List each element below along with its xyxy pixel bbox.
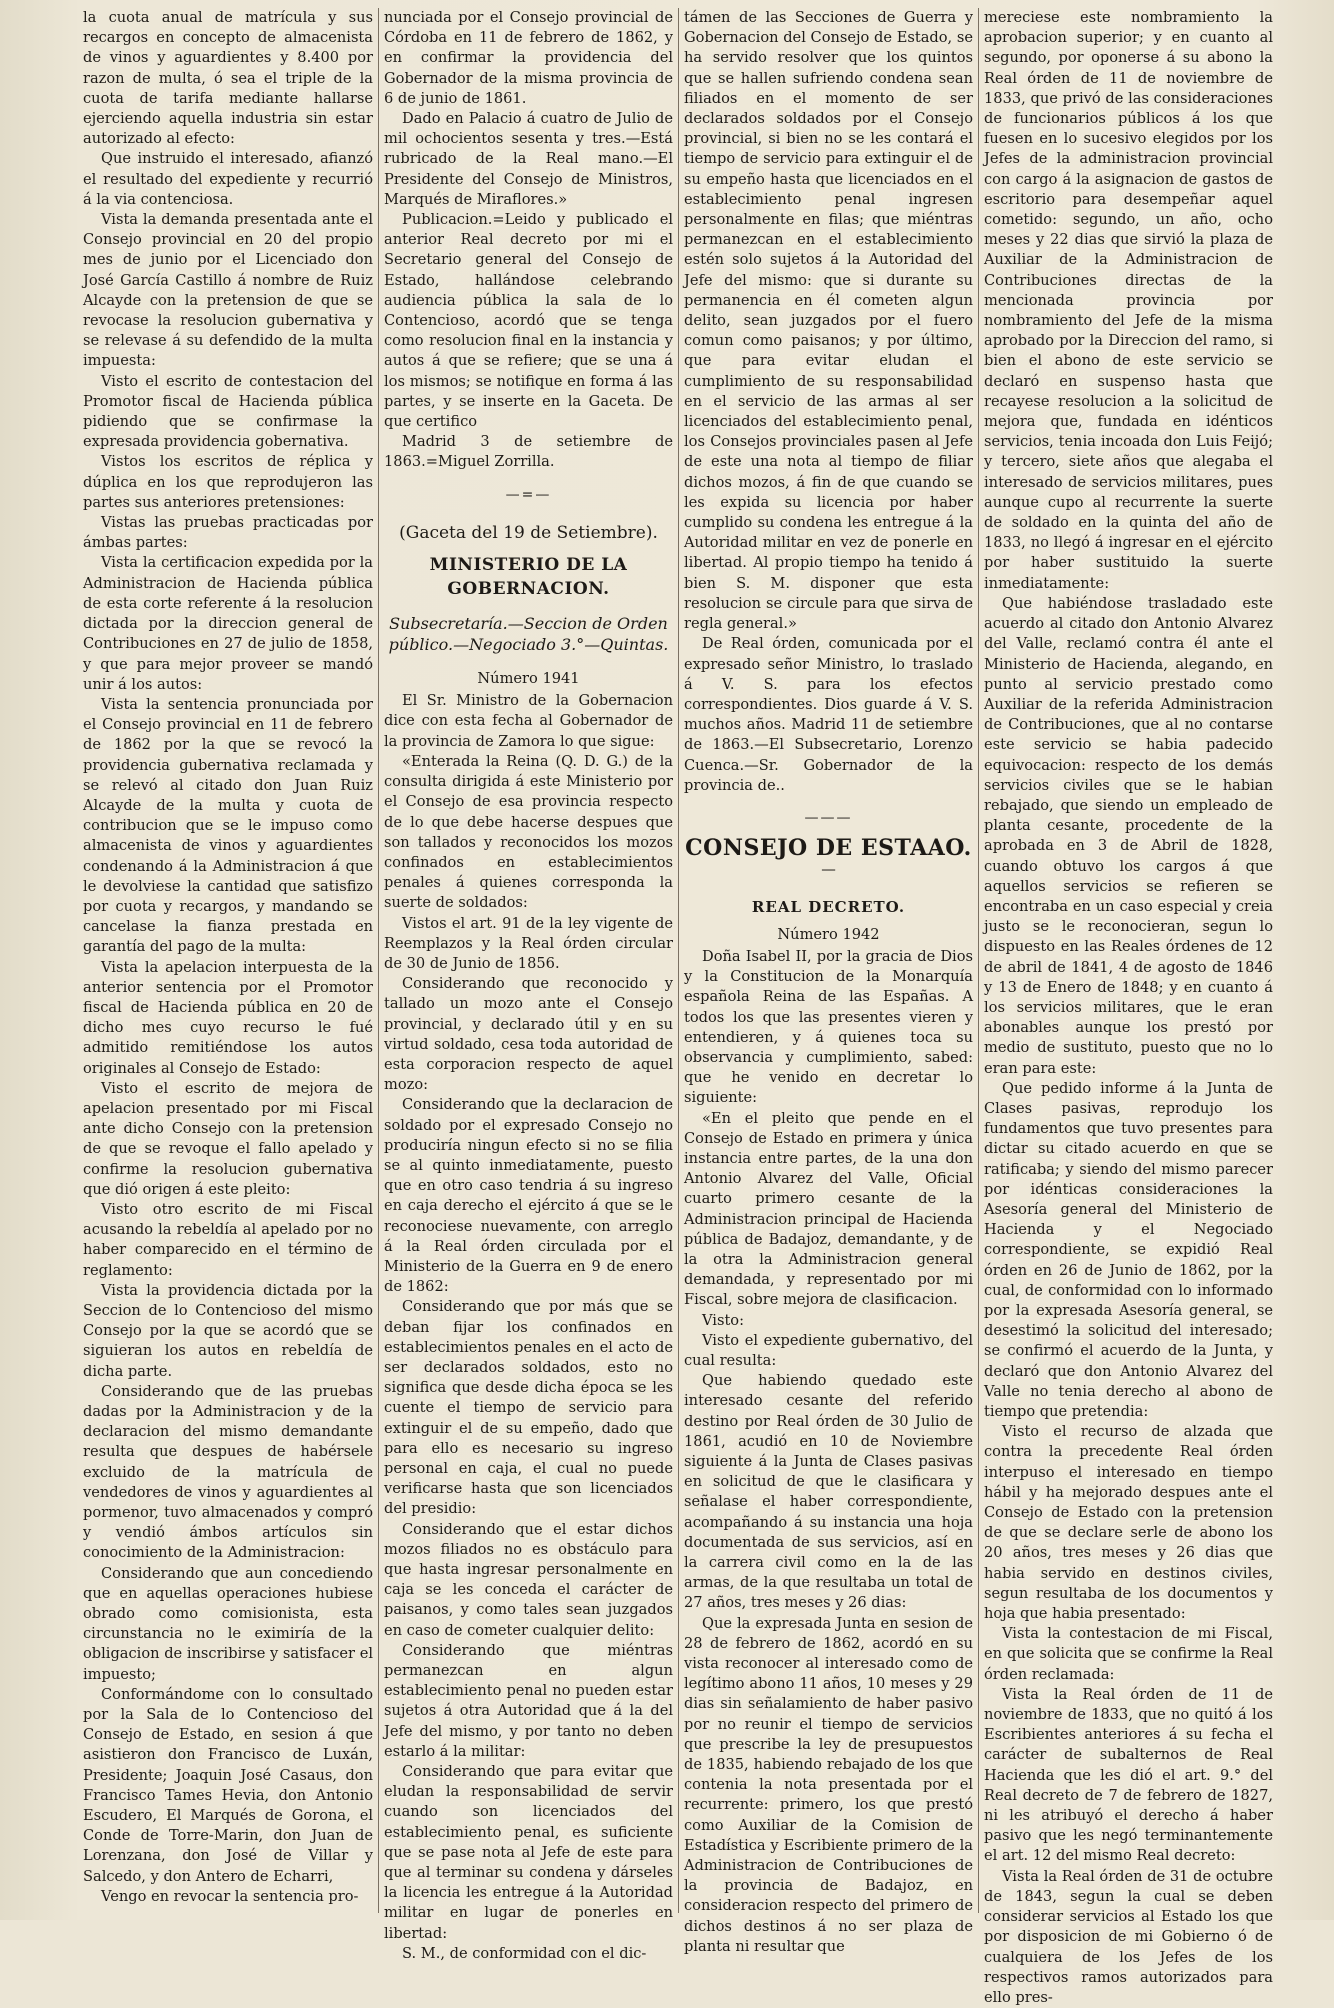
paragraph: Visto otro escrito de mi Fiscal acusando la rebeldía al apelado por no haber comparecido en el término de reglamento: bbox=[83, 1200, 373, 1279]
paragraph: Vista la Real órden de 11 de noviembre de 1833, que no quitó á los Escribientes anteriores á su fecha el carácter de subalternos de Real Hacienda que les dió el art. 9.° del Real decreto de 7 de febrero de 1827, ni les atribuyó el derecho á haber pasivo que les negó terminantemente el art. 12 del mismo Real decreto: bbox=[984, 1685, 1273, 1865]
column-1 bbox=[78, 8, 378, 1913]
paragraph: nunciada por el Consejo provincial de Córdoba en 11 de febrero de 1862, y en confirmar la providencia del Gobernador de la misma provincia de 6 de junio de 1861. bbox=[384, 9, 673, 107]
subsection-heading: REAL DECRETO. bbox=[751, 897, 906, 916]
paragraph: «En el pleito que pende en el Consejo de Estado en primera y única instancia entre partes, de la una don Antonio Alvarez del Valle, Oficial cuarto primero cesante de la Administracion principal de Hacienda pública de Badajoz, demandante, y de la otra la Administracion general demandada, y representado por mi Fiscal, sobre mejora de clasificacion. bbox=[684, 1109, 973, 1309]
paragraph: Vista la apelacion interpuesta de la anterior sentencia por el Promotor fiscal de Hacienda pública en 20 de dicho mes cuyo recurso le fué admitido remitiéndose los autos originales al Consejo de Estado: bbox=[83, 958, 373, 1077]
heading-rule: — bbox=[821, 861, 836, 879]
separator: —=— bbox=[505, 486, 552, 503]
paragraph: Considerando que para evitar que eludan la responsabilidad de servir cuando son licenciados del establecimiento penal, es suficiente que se pase nota al Jefe de este para que al terminar su condena y dárseles la licencia les entregue á la Autoridad militar en lugar de ponerles en libertad: bbox=[384, 1763, 673, 1942]
paragraph: Vista la contestacion de mi Fiscal, en que solicita que se confirme la Real órden reclamada: bbox=[984, 1625, 1273, 1683]
paragraph: Visto el escrito de mejora de apelacion presentado por mi Fiscal ante dicho Consejo con la pretension de que se revoque el fallo apelado y confirme la resolucion gubernativa que dió origen á este pleito: bbox=[83, 1079, 373, 1198]
paragraph: Considerando que de las pruebas dadas por la Administracion y de la declaracion del mismo demandante resulta que despues de habérsele excluido de la matrícula de vendedores de vinos y aguardientes al pormenor, tuvo almacenados y compró y vendió ámbos artículos sin conocimiento de la Administracion: bbox=[83, 1382, 373, 1562]
paragraph: Considerando que aun concediendo que en aquellas operaciones hubiese obrado como comisionista, esta circunstancia no le eximiría de la obligacion de inscribirse y satisfacer el impuesto; bbox=[83, 1564, 373, 1683]
separator: ——— bbox=[804, 809, 853, 826]
paragraph: Que habiendo quedado este interesado cesante del referido destino por Real órden de 30 Julio de 1861, acudió en 10 de Noviembre siguiente á la Junta de Clases pasivas en solicitud de que le clasificara y señalase el haber correspondiente, acompañando á su instancia una hoja documentada de sus servicios, así en la carrera civil como en la de las armas, de la que resultaba un total de 27 años, tres meses y 26 dias: bbox=[684, 1372, 973, 1612]
paragraph: Que la expresada Junta en sesion de 28 de febrero de 1862, acordó en su vista reconocer al interesado como de legítimo abono 11 años, 10 meses y 29 dias sin señalamiento de haber pasivo por no reunir el tiempo de servicios que prescribe la ley de presupuestos de 1835, habiendo rebajado de los que contenia la nota presentada por el recurrente: primero, los que prestó como Auxiliar de la Comision de Estadística y Escribiente primero de la Administracion de Contribuciones de la provincia de Badajoz, en consideracion respecto del primero de dichos destinos á no ser plaza de planta ni resultar que bbox=[684, 1614, 973, 1955]
document-number: Número 1941 bbox=[477, 670, 580, 688]
paragraph: Visto el recurso de alzada que contra la precedente Real órden interpuso el interesado en tiempo hábil y ha mejorado despues ante el Consejo de Estado con la pretension de que se declare serle de abono los 20 años, tres meses y 26 dias que habia servido en destinos civiles, segun resultaba de los documentos y hoja que habia presentado: bbox=[984, 1423, 1273, 1623]
signature-line: Madrid 3 de setiembre de 1863.=Miguel Zorrilla. bbox=[384, 433, 673, 471]
paragraph: Considerando que por más que se deban fijar los confinados en establecimientos penales en el acto de ser declarados soldados, esto no significa que desde dicha época se les cuente el tiempo de servicio para extinguir el de su empeño, dado que para ello es necesario su ingreso personal en caja, el cual no puede verificarse hasta que son licenciados del presidio: bbox=[384, 1298, 673, 1518]
paragraph: Vista la Real órden de 31 de octubre de 1843, segun la cual se deben considerar servicios al Estado los que por disposicion de mi Gobierno ó de cualquiera de los Jefes de los respectivos ramos autorizados para ello pres- bbox=[984, 1867, 1273, 2006]
paragraph: Vista la certificacion expedida por la Administracion de Hacienda pública de esta corte referente á la resolucion dictada por la direccion general de Contribuciones en 27 de julio de 1858, y que para mejor proveer se mandó unir á los autos: bbox=[83, 554, 373, 693]
subsection-heading: Subsecretaría.—Seccion de Orden público.—Negociado 3.°—Quintas. bbox=[388, 614, 669, 655]
paragraph: S. M., de conformidad con el dic- bbox=[402, 1944, 647, 1962]
paragraph: Vistos los escritos de réplica y dúplica en los que reprodujeron las partes sus anteriores pretensiones: bbox=[83, 453, 373, 511]
paragraph: Vista la demanda presentada ante el Consejo provincial en 20 del propio mes de junio por el Licenciado don José García Castillo á nombre de Ruiz Alcayde con la pretension de que se revocase la resolucion gubernativa y se relevase á su defendido de la multa impuesta: bbox=[83, 211, 373, 370]
paragraph: Vistas las pruebas practicadas por ámbas partes: bbox=[83, 514, 373, 552]
paragraph: De Real órden, comunicada por el expresado señor Ministro, lo traslado á V. S. para los efectos correspondientes. Dios guarde á V. S. muchos años. Madrid 11 de setiembre de 1863.—El Subsecretario, Lorenzo Cuenca.—Sr. Gobernador de la provincia de.. bbox=[684, 635, 973, 794]
paragraph: Doña Isabel II, por la gracia de Dios y la Constitucion de la Monarquía española Reina de las Españas. A todos los que las presentes vieren y entendieren, y á quienes toca su observancia y cumplimiento, sabed: que he venido en decretar lo siguiente: bbox=[684, 947, 973, 1107]
paragraph: támen de las Secciones de Guerra y Gobernacion del Consejo de Estado, se ha servido resolver que los quintos que se hallen sufriendo condena sean filiados en el momento de ser declarados soldados por el Consejo provincial, si bien no se les contará el tiempo de servicio para extinguir el de su empeño hasta que licenciados en el establecimiento penal ingresen personalmente en filas; que miéntras permanezcan en el establecimiento estén solo sujetos á la Autoridad del Jefe del mismo: que si durante su permanencia en él cometen algun delito, sean juzgados por el fuero comun como paisanos; y por último, que para evitar eludan el cumplimiento de su responsabilidad en el servicio de las armas al ser licenciados del establecimiento penal, los Consejos provinciales pasen al Jefe de este una nota al tiempo de filiar dichos mozos, á fin de que cuando se les expida su licencia por haber cumplido su condena les entregue á la Autoridad militar en vez de ponerle en libertad. Al propio tiempo ha tenido á bien S. M. disponer que esta resolucion se circule para que sirva de regla general.» bbox=[684, 9, 973, 633]
paragraph: Visto el expediente gubernativo, del cual resulta: bbox=[684, 1331, 973, 1369]
column-2 bbox=[378, 8, 678, 1962]
section-heading: CONSEJO DE ESTAAO. bbox=[685, 835, 972, 862]
paragraph: Visto: bbox=[702, 1311, 745, 1329]
column-3 bbox=[678, 8, 978, 1955]
text-columns bbox=[78, 8, 1316, 2006]
paragraph: Visto el escrito de contestacion del Promotor fiscal de Hacienda pública pidiendo que se confirmase la expresada providencia gobernativa. bbox=[83, 372, 373, 451]
paragraph: El Sr. Ministro de la Gobernacion dice con esta fecha al Gobernador de la provincia de Zamora lo que sigue: bbox=[384, 692, 673, 750]
paragraph: Que pedido informe á la Junta de Clases pasivas, reprodujo los fundamentos que tuvo presentes para dictar su citado acuerdo en que se ratificaba; y siendo del mismo parecer por idénticas consideraciones la Asesoría general del Ministerio de Hacienda y el Negociado correspondiente, se expidió Real órden en 26 de Junio de 1862, por la cual, de conformidad con lo informado por la expresada Asesoría general, se desestimó la solicitud del interesado; se confirmó el acuerdo de la Junta, y declaró que don Antonio Alvarez del Valle no tenia derecho al abono de tiempo que pretendia: bbox=[984, 1079, 1273, 1421]
document-number: Número 1942 bbox=[777, 925, 880, 943]
gaceta-date: (Gaceta del 19 de Setiembre). bbox=[399, 522, 658, 543]
paragraph: Vistos el art. 91 de la ley vigente de Reemplazos y la Real órden circular de 30 de Junio de 1856. bbox=[384, 914, 673, 972]
paragraph: Vista la providencia dictada por la Seccion de lo Contencioso del mismo Consejo por la que se acordó que se siguieran los autos en rebeldía de dicha parte. bbox=[83, 1281, 373, 1380]
paragraph: «Enterada la Reina (Q. D. G.) de la consulta dirigida á este Ministerio por el Consejo de esa provincia respecto de lo que debe hacerse despues que son tallados y reconocidos los mozos confinados en establecimientos penales á quienes corresponda la suerte de soldados: bbox=[384, 752, 673, 912]
column-4 bbox=[978, 8, 1278, 2006]
paragraph: Que habiéndose trasladado este acuerdo al citado don Antonio Alvarez del Valle, reclamó contra él ante el Ministerio de Hacienda, alegando, en punto al servicio prestado como Auxiliar de la referida Administracion de Contribuciones, que al no contarse este servicio se habia padecido equivocacion: respecto de los demás servicios civiles que se le habian rebajado, que siendo un empleado de planta cesante, procedente de la aprobada en 3 de Abril de 1828, cuando obtuvo los cargos á que aquellos servicios se refieren se encontraba en un caso especial y creia justo se le reconocieran, segun lo dispuesto en las Reales órdenes de 12 de abril de 1841, 4 de agosto de 1846 y 13 de Enero de 1848; y en cuanto á los servicios militares, que le eran abonables aunque los prestó por medio de sustituto, puesto que no lo eran para este: bbox=[984, 594, 1273, 1077]
paragraph: Vista la sentencia pronunciada por el Consejo provincial en 11 de febrero de 1862 por la que se revocó la providencia gubernativa reclamada y se relevó al citado don Juan Ruiz Alcayde de la multa y cuota de contribucion que se le impuso como almacenista de vinos y aguardientes condenando á la Administracion á que le devolviese la cantidad que satisfizo por cuota y recargos, y mandando se cancelase la fianza prestada en garantía del pago de la multa: bbox=[83, 695, 373, 956]
paragraph: Considerando que la declaracion de soldado por el expresado Consejo no produciría ningun efecto si no se filia se al quinto inmediatamente, puesto que en otro caso tendria á su ingreso en caja derecho el ejército á que se le reconociese nuevamente, con arreglo á la Real órden circulada por el Ministerio de la Guerra en 9 de enero de 1862: bbox=[384, 1096, 673, 1296]
paragraph: Considerando que el estar dichos mozos filiados no es obstáculo para que hasta ingresar personalmente en caja se les conceda el carácter de paisanos, y como tales sean juzgados en caso de cometer cualquier delito: bbox=[384, 1520, 673, 1639]
paragraph: Publicacion.=Leido y publicado el anterior Real decreto por mi el Secretario general del Consejo de Estado, hallándose celebrando audiencia pública la sala de lo Contencioso, acordó que se tenga como resolucion final en la instancia y autos á que se refiere; que se una á los mismos; se notifique en forma á las partes, y se inserte en la Gaceta. De que certifico bbox=[384, 211, 673, 431]
paragraph: Conformándome con lo consultado por la Sala de lo Contencioso del Consejo de Estado, en sesion á que asistieron don Francisco de Luxán, Presidente; Joaquin José Casaus, don Francisco Tames Hevia, don Antonio Escudero, El Marqués de Gorona, el Conde de Torre-Marin, don Juan de Lorenzana, don José de Villar y Salcedo, y don Antero de Echarri, bbox=[83, 1685, 373, 1885]
section-heading: MINISTERIO DE LA GOBERNACION. bbox=[429, 555, 628, 600]
paragraph: Considerando que miéntras permanezcan en algun establecimiento penal no pueden estar sujetos á otra Autoridad que á la del Jefe del mismo, y por tanto no deben estarlo á la militar: bbox=[384, 1641, 673, 1760]
paragraph: la cuota anual de matrícula y sus recargos en concepto de almacenista de vinos y aguardientes y 8.400 por razon de multa, ó sea el triple de la cuota de tarifa mediante hallarse ejerciendo aquella industria sin estar autorizado al efecto: bbox=[83, 9, 373, 148]
paragraph: mereciese este nombramiento la aprobacion superior; y en cuanto al segundo, por oponerse á su abono la Real órden de 11 de noviembre de 1833, que privó de las consideraciones de funcionarios públicos á los que fuesen en lo sucesivo elegidos por los Jefes de la administracion provincial con cargo á la asignacion de gastos de escritorio para desempeñar aquel cometido: segundo, un año, ocho meses y 22 dias que sirvió la plaza de Auxiliar de la Administracion de Contribuciones directas de la mencionada provincia por nombramiento del Jefe de la misma aprobado por la Direccion del ramo, si bien el abono de este servicio se declaró en suspenso hasta que recayese resolucion a la solicitud de mejora que, fundada en idénticos servicios, tenia incoada don Luis Feijó; y tercero, siete años que alegaba el interesado de servicios militares, pues aunque cupo al recurrente la suerte de soldado en la quinta del año de 1833, no llegó á ingresar en el ejército por haber sustituido la suerte inmediatamente: bbox=[984, 9, 1273, 592]
paragraph: Vengo en revocar la sentencia pro- bbox=[101, 1887, 359, 1905]
paragraph: Dado en Palacio á cuatro de Julio de mil ochocientos sesenta y tres.—Está rubricado de la Real mano.—El Presidente del Consejo de Ministros, Marqués de Miraflores.» bbox=[384, 110, 673, 208]
paragraph: Que instruido el interesado, afianzó el resultado del expediente y recurrió á la via contenciosa. bbox=[83, 150, 373, 208]
paragraph: Considerando que reconocido y tallado un mozo ante el Consejo provincial, y declarado útil y en su virtud soldado, cesa toda autoridad de esta corporacion respecto de aquel mozo: bbox=[384, 975, 673, 1094]
